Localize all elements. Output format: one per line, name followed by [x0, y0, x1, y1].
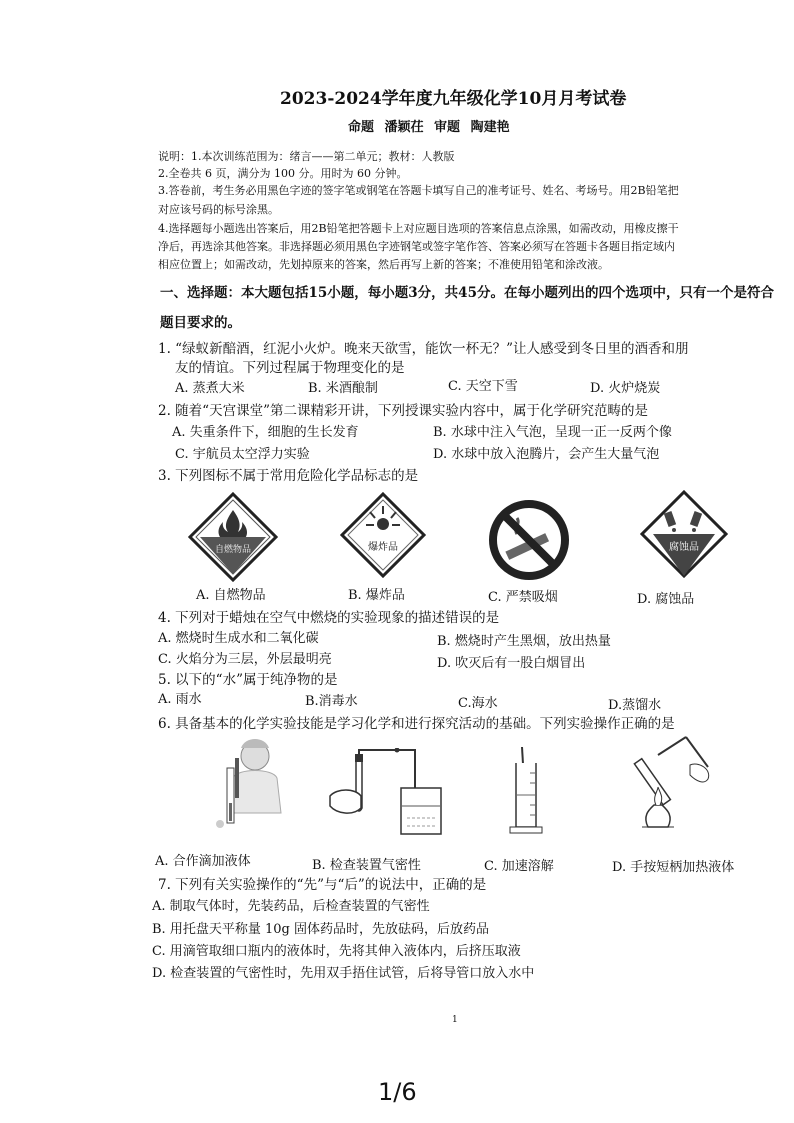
- question-1-option-a: A. 蒸煮大米: [175, 381, 245, 396]
- question-4-option-c: C. 火焰分为三层，外层最明亮: [158, 652, 332, 667]
- question-2-option-c: C. 宇航员太空浮力实验: [175, 447, 310, 462]
- page-number: 1: [452, 1015, 458, 1025]
- section-heading-cont: 题目要求的。: [160, 315, 241, 331]
- question-3-option-a: A. 自燃物品: [196, 588, 266, 603]
- explosive-sign-label: 爆炸品: [368, 542, 398, 553]
- section-heading: 一、选择题：本大题包括15小题，每小题3分，共45分。在每小题列出的四个选项中，只有一个是符合: [160, 285, 774, 301]
- question-3-stem: 3. 下列图标不属于常用危险化学品标志的是: [158, 468, 419, 484]
- question-6-option-d: D. 手按短柄加热液体: [612, 860, 735, 875]
- question-5-option-a: A. 雨水: [158, 692, 202, 707]
- explosive-sign-icon: [340, 492, 426, 578]
- note-line: 对应该号码的标号涂黑。: [158, 203, 279, 216]
- airtight-check-icon: [325, 748, 455, 838]
- question-1-stem-cont: 友的情谊。下列过程属于物理变化的是: [175, 360, 405, 376]
- question-2-stem: 2. 随着“天宫课堂”第二课精彩开讲，下列授课实验内容中，属于化学研究范畴的是: [158, 403, 648, 419]
- page-indicator: 1/6: [378, 1078, 417, 1106]
- page-title: 2023-2024学年度九年级化学10月月考试卷: [280, 89, 627, 109]
- note-line: 3.答卷前，考生务必用黑色字迹的签字笔或钢笔在答题卡填写自己的准考证号、姓名、考场号。用2B铅笔把: [158, 184, 679, 197]
- question-6-option-c: C. 加速溶解: [484, 859, 554, 874]
- question-1-option-c: C. 天空下雪: [448, 379, 518, 394]
- corrosive-sign-icon: [640, 490, 728, 578]
- no-smoking-sign-icon: [487, 498, 571, 582]
- question-5-option-d: D.蒸馏水: [608, 698, 662, 713]
- question-1-option-d: D. 火炉烧炭: [590, 381, 661, 396]
- question-7-stem: 7. 下列有关实验操作的“先”与“后”的说法中，正确的是: [158, 877, 487, 893]
- question-1-stem: 1. “绿蚁新醅酒，红泥小火炉。晚来天欲雪，能饮一杯无？”让人感受到冬日里的酒香和朋: [158, 341, 689, 357]
- note-line: 说明：1.本次训练范围为：绪言——第二单元；教材：人教版: [158, 150, 455, 163]
- question-6-stem: 6. 具备基本的化学实验技能是学习化学和进行探究活动的基础。下列实验操作正确的是: [158, 716, 675, 732]
- question-7-option-d: D. 检查装置的气密性时，先用双手捂住试管，后将导管口放入水中: [152, 966, 535, 981]
- question-4-option-a: A. 燃烧时生成水和二氧化碳: [158, 631, 319, 646]
- question-1-option-b: B. 米酒酿制: [308, 381, 378, 396]
- question-4-option-d: D. 吹灭后有一股白烟冒出: [437, 656, 586, 671]
- question-7-option-b: B. 用托盘天平称量 10g 固体药品时，先放砝码，后放药品: [152, 922, 489, 937]
- note-line: 4.选择题每小题选出答案后，用2B铅笔把答题卡上对应题目选项的答案信息点涂黑，如需改动，用橡皮擦干: [158, 222, 679, 235]
- flammable-sign-label: 自燃物品: [214, 545, 252, 555]
- question-5-stem: 5. 以下的“水”属于纯净物的是: [158, 672, 338, 688]
- heating-liquid-icon: [628, 735, 718, 845]
- stirring-cylinder-icon: [500, 745, 560, 840]
- question-2-option-d: D. 水球中放入泡腾片，会产生大量气泡: [433, 447, 660, 462]
- question-3-option-b: B. 爆炸品: [348, 588, 405, 603]
- question-4-option-b: B. 燃烧时产生黑烟，放出热量: [437, 634, 611, 649]
- question-5-option-c: C.海水: [458, 696, 498, 711]
- question-7-option-a: A. 制取气体时，先装药品，后检查装置的气密性: [152, 899, 430, 914]
- note-line: 净后，再选涂其他答案。非选择题必须用黑色字迹钢笔或签字笔作答、答案必须写在答题卡各题目指定域内: [158, 240, 675, 253]
- question-3-option-d: D. 腐蚀品: [637, 592, 695, 607]
- question-3-option-c: C. 严禁吸烟: [488, 590, 558, 605]
- exam-authors: 命题 潘颖茌 审题 陶建艳: [348, 120, 510, 135]
- corrosive-sign-label: 腐蚀品: [669, 542, 699, 553]
- question-5-option-b: B.消毒水: [305, 694, 358, 709]
- dropper-experiment-icon: [205, 728, 295, 838]
- question-6-option-b: B. 检查装置气密性: [312, 858, 421, 873]
- question-2-option-a: A. 失重条件下，细胞的生长发育: [172, 425, 359, 440]
- note-line: 相应位置上；如需改动，先划掉原来的答案，然后再写上新的答案；不准使用铅笔和涂改液。: [158, 258, 609, 271]
- question-6-option-a: A. 合作滴加液体: [155, 854, 251, 869]
- flammable-sign-icon: [188, 492, 278, 582]
- question-7-option-c: C. 用滴管取细口瓶内的液体时，先将其伸入液体内，后挤压取液: [152, 944, 521, 959]
- note-line: 2.全卷共 6 页，满分为 100 分。用时为 60 分钟。: [158, 167, 408, 180]
- question-4-stem: 4. 下列对于蜡烛在空气中燃烧的实验现象的描述错误的是: [158, 610, 500, 626]
- question-2-option-b: B. 水球中注入气泡，呈现一正一反两个像: [433, 425, 672, 440]
